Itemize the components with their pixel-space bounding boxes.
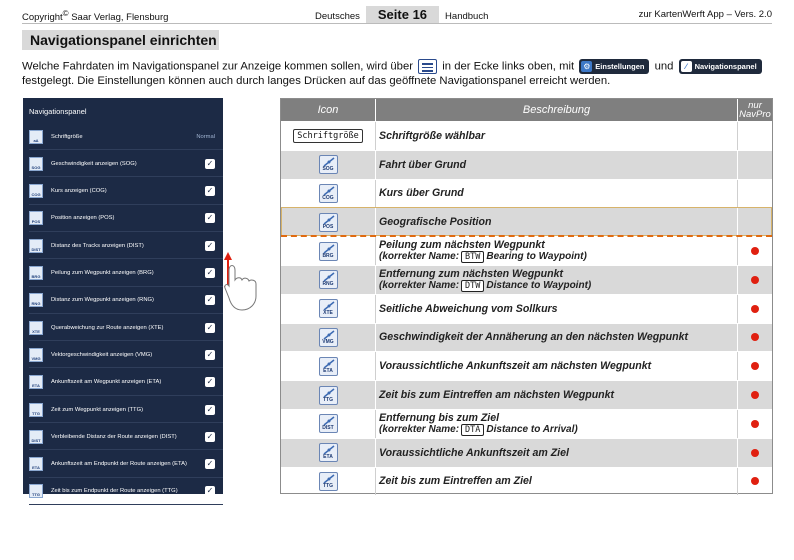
- pro-divider-line: [281, 235, 772, 237]
- nav-data-icon: [319, 328, 338, 347]
- table-icon-cell: [281, 468, 376, 496]
- panel-row-value[interactable]: Normal: [196, 133, 215, 140]
- intro-text-3: und: [654, 60, 674, 73]
- panel-row-icon: XTE: [29, 321, 43, 335]
- panel-row-icon: DIST: [29, 430, 43, 444]
- panel-row-label: Ankunftszeit am Wegpunkt anzeigen (ETA): [51, 379, 162, 386]
- table-description-cell: [376, 439, 738, 467]
- correct-name-prefix: (korrekter Name:: [379, 251, 460, 263]
- panel-row-label: Querabweichung zur Route anzeigen (XTE): [51, 324, 164, 331]
- table-navpro-cell: [738, 151, 772, 179]
- header-navpro: [738, 99, 772, 121]
- table-navpro-cell: [738, 439, 772, 467]
- panel-row[interactable]: [23, 341, 223, 368]
- drag-hand-icon: [220, 250, 266, 312]
- panel-row-icon: ETA: [29, 375, 43, 389]
- table-description-cell: [376, 151, 738, 179]
- gear-icon: ⚙: [583, 62, 591, 71]
- table-row: [281, 380, 772, 409]
- panel-row-checkbox[interactable]: ✓: [206, 158, 214, 168]
- panel-row-label: Position anzeigen (POS): [51, 215, 115, 222]
- description-text: Zeit bis zum Eintreffen am nächsten Wegpunkt: [379, 389, 615, 402]
- table-navpro-cell: [738, 468, 772, 496]
- pencil-icon: ∕: [681, 61, 692, 72]
- nav-data-icon-label: TTG: [323, 482, 333, 489]
- table-navpro-cell: [738, 352, 772, 380]
- version-info: zur KartenWerft App – Vers. 2.0: [638, 9, 772, 20]
- navigation-panel-screenshot: [23, 98, 223, 498]
- navpro-indicator-dot: [751, 247, 759, 255]
- description-text: Zeit bis zum Eintreffen am Ziel: [379, 475, 532, 488]
- panel-row-icon: TTG: [29, 484, 43, 498]
- hamburger-menu-icon: [418, 59, 437, 74]
- panel-row-icon: aA: [29, 130, 43, 144]
- panel-row[interactable]: [23, 205, 223, 232]
- panel-row-checkbox[interactable]: ✓: [206, 186, 214, 196]
- table-icon-cell: [281, 439, 376, 467]
- table-description-cell: [376, 180, 738, 208]
- panel-row-checkbox[interactable]: ✓: [206, 295, 214, 305]
- panel-row-divider: [29, 504, 223, 505]
- settings-chip: [579, 59, 649, 74]
- panel-row-label: Peilung zum Wegpunkt anzeigen (BRG): [51, 270, 154, 276]
- publisher: Saar Verlag, Flensburg: [71, 12, 169, 24]
- panel-title: Navigationspanel: [29, 107, 87, 116]
- panel-row[interactable]: [23, 232, 223, 259]
- header-navpro-1: nur: [748, 100, 762, 111]
- panel-row-checkbox[interactable]: ✓: [206, 349, 214, 359]
- table-row: [281, 294, 772, 323]
- panel-row-icon: VMG: [29, 348, 43, 362]
- table-row: [281, 438, 772, 467]
- navpro-indicator-dot: [751, 449, 759, 457]
- panel-row[interactable]: [23, 123, 223, 150]
- description-text: Fahrt über Grund: [379, 158, 467, 171]
- nav-data-icon-label: RNG: [322, 281, 334, 288]
- table-icon-cell: [281, 381, 376, 409]
- icon-table: [280, 98, 773, 494]
- panel-row-checkbox[interactable]: ✓: [206, 213, 214, 223]
- nav-data-icon: [319, 270, 338, 289]
- nav-data-icon: [319, 386, 338, 405]
- nav-data-icon-label: ETA: [323, 367, 333, 374]
- intro-text-1: Welche Fahrdaten im Navigationspanel zur Anzeige kommen sollen, wird über: [22, 60, 413, 73]
- table-description-cell: [376, 324, 738, 352]
- correct-name-prefix: (korrekter Name:: [379, 279, 460, 291]
- panel-row-label: Schriftgröße: [51, 133, 83, 140]
- description-text: Voraussichtliche Ankunftszeit am nächsten Wegpunkt: [379, 360, 652, 373]
- copyright-label: Copyright: [22, 12, 63, 24]
- nav-data-icon: [319, 357, 338, 376]
- nav-data-icon: [319, 213, 338, 232]
- table-icon-cell: [281, 122, 376, 150]
- panel-row[interactable]: [23, 178, 223, 205]
- header-icon: Icon: [281, 99, 376, 121]
- page-header: [22, 6, 772, 22]
- table-row: [281, 121, 772, 150]
- navpro-indicator-dot: [751, 477, 759, 485]
- description-text: Entfernung bis zum Ziel: [379, 411, 500, 424]
- table-header: [281, 99, 772, 121]
- nav-data-icon-label: SOG: [322, 166, 334, 173]
- intro-text-4: festgelegt. Die Einstellungen können auch durch langes Drücken auf das geöffnete Navigationspanel erreicht werden.: [22, 75, 611, 88]
- table-navpro-cell: [738, 266, 772, 294]
- table-navpro-cell: [738, 208, 772, 236]
- panel-row-icon: POS: [29, 211, 43, 225]
- panel-row-label: Kurs anzeigen (COG): [51, 188, 107, 195]
- panel-row[interactable]: [23, 287, 223, 314]
- panel-row-icon: DIST: [29, 239, 43, 253]
- nav-data-icon-label: COG: [322, 194, 334, 201]
- intro-text-2: in der Ecke links oben, mit: [442, 60, 575, 73]
- correct-name-suffix: Bearing to Waypoint): [486, 251, 587, 263]
- description-text: Geografische Position: [379, 216, 492, 229]
- table-row: [281, 236, 772, 265]
- table-description-cell: [376, 122, 738, 150]
- nav-data-icon: [319, 299, 338, 318]
- copyright-symbol: ©: [62, 9, 69, 18]
- table-navpro-cell: [738, 180, 772, 208]
- table-row: [281, 207, 772, 236]
- nav-data-icon: [319, 155, 338, 174]
- table-description-cell: [376, 208, 738, 236]
- panel-row-label: Geschwindigkeit anzeigen (SOG): [51, 160, 137, 167]
- font-size-button: Schriftgröße: [293, 129, 362, 143]
- description-text: Seitliche Abweichung vom Sollkurs: [379, 302, 558, 315]
- description-text: Geschwindigkeit der Annäherung an den nächsten Wegpunkt: [379, 331, 689, 344]
- table-description-cell: [376, 266, 738, 294]
- panel-row-label: Zeit zum Wegpunkt anzeigen (TTG): [51, 406, 144, 413]
- panel-row-checkbox[interactable]: ✓: [206, 459, 214, 469]
- panel-row-checkbox[interactable]: ✓: [206, 268, 214, 277]
- table-icon-cell: [281, 352, 376, 380]
- table-description-cell: [376, 295, 738, 323]
- panel-row[interactable]: [23, 396, 223, 423]
- nav-data-icon-label: ETA: [323, 454, 333, 461]
- panel-row-checkbox[interactable]: ✓: [206, 431, 214, 441]
- table-navpro-cell: [738, 410, 772, 438]
- description-text: Entfernung zum nächsten Wegpunkt: [379, 267, 564, 280]
- navpro-indicator-dot: [751, 333, 759, 341]
- table-description-cell: [376, 410, 738, 438]
- navpro-indicator-dot: [751, 276, 759, 284]
- correct-name-suffix: Distance to Waypoint): [486, 279, 592, 291]
- correct-name-line: [379, 251, 737, 263]
- copyright: [22, 9, 168, 23]
- table-icon-cell: [281, 237, 376, 265]
- table-description-cell: [376, 237, 738, 265]
- nav-data-icon-label: VMG: [322, 338, 334, 345]
- header-navpro-2: NavPro: [739, 109, 771, 120]
- nav-data-icon: [319, 184, 338, 203]
- nav-data-icon: [319, 414, 338, 433]
- table-row: [281, 265, 772, 294]
- table-icon-cell: [281, 208, 376, 236]
- correct-name-suffix: Distance to Arrival): [486, 423, 578, 435]
- panel-row-label: Distanz des Tracks anzeigen (DIST): [51, 242, 144, 249]
- table-description-cell: [376, 381, 738, 409]
- panel-row-icon: BRG: [29, 266, 43, 280]
- panel-row-icon: TTG: [29, 403, 43, 417]
- nav-data-icon: [319, 242, 338, 261]
- panel-row-label: Verbleibende Distanz der Route anzeigen (DIST): [51, 433, 177, 440]
- table-icon-cell: [281, 410, 376, 438]
- navpanel-chip-label: Navigationspanel: [694, 62, 757, 71]
- panel-row-icon: ETA: [29, 457, 43, 471]
- nav-data-icon-label: XTE: [323, 310, 333, 317]
- correct-name-prefix: (korrekter Name:: [379, 423, 460, 435]
- table-icon-cell: [281, 324, 376, 352]
- table-icon-cell: [281, 180, 376, 208]
- panel-row[interactable]: [23, 423, 223, 450]
- navpro-indicator-dot: [751, 420, 759, 428]
- navpanel-chip: [679, 59, 762, 74]
- nav-data-icon-label: BRG: [322, 252, 334, 259]
- nav-data-icon-label: POS: [322, 223, 334, 230]
- navpro-indicator-dot: [751, 362, 759, 370]
- correct-name-line: [379, 424, 737, 436]
- section-title: Navigationspanel einrichten: [22, 30, 219, 50]
- panel-row-checkbox[interactable]: ✓: [206, 240, 214, 250]
- table-description-cell: [376, 352, 738, 380]
- panel-row-checkbox[interactable]: ✓: [206, 404, 214, 414]
- panel-row-checkbox[interactable]: ✓: [206, 322, 214, 332]
- panel-row[interactable]: [23, 260, 223, 287]
- correct-name-line: [379, 280, 737, 292]
- navpro-indicator-dot: [751, 391, 759, 399]
- page-indicator: [315, 6, 488, 23]
- table-row: [281, 179, 772, 208]
- panel-row-label: Ankunftszeit am Endpunkt der Route anzeigen (ETA): [51, 461, 187, 468]
- correct-name-code: DTA: [461, 424, 484, 436]
- intro-paragraph: [22, 59, 772, 89]
- description-text: Voraussichtliche Ankunftszeit am Ziel: [379, 446, 569, 459]
- nav-data-icon-label: DIST: [322, 425, 334, 432]
- nav-data-icon: [319, 443, 338, 462]
- description-text: Schriftgröße wählbar: [379, 129, 485, 142]
- description-text: Peilung zum nächsten Wegpunkt: [379, 239, 545, 252]
- table-navpro-cell: [738, 381, 772, 409]
- correct-name-code: BTW: [461, 251, 484, 263]
- panel-row-checkbox[interactable]: ✓: [206, 486, 214, 496]
- table-icon-cell: [281, 295, 376, 323]
- table-row: [281, 467, 772, 496]
- table-row: [281, 409, 772, 438]
- panel-row-icon: RNG: [29, 293, 43, 307]
- panel-row[interactable]: [23, 478, 223, 505]
- panel-row-checkbox[interactable]: ✓: [206, 377, 214, 387]
- table-navpro-cell: [738, 237, 772, 265]
- table-row: [281, 150, 772, 179]
- doc-type: Handbuch: [445, 10, 489, 22]
- table-navpro-cell: [738, 324, 772, 352]
- panel-row[interactable]: [23, 314, 223, 341]
- panel-row-label: Zeit bis zum Endpunkt der Route anzeigen (TTG): [51, 488, 178, 495]
- table-icon-cell: [281, 266, 376, 294]
- navpro-indicator-dot: [751, 305, 759, 313]
- table-navpro-cell: [738, 295, 772, 323]
- correct-name-code: DTW: [461, 280, 484, 292]
- page-number: Seite 16: [366, 6, 439, 23]
- header-description: Beschreibung: [376, 99, 738, 121]
- table-row: [281, 323, 772, 352]
- description-text: Kurs über Grund: [379, 187, 464, 200]
- nav-data-icon-label: TTG: [323, 396, 333, 403]
- panel-row[interactable]: [23, 451, 223, 478]
- panel-row[interactable]: [23, 150, 223, 177]
- nav-data-icon: [319, 472, 338, 491]
- panel-row-label: Distanz zum Wegpunkt anzeigen (RNG): [51, 297, 154, 304]
- table-row: [281, 351, 772, 380]
- settings-chip-label: Einstellungen: [595, 62, 645, 71]
- panel-row-icon: COG: [29, 184, 43, 198]
- header-divider: [22, 23, 772, 24]
- panel-row[interactable]: [23, 369, 223, 396]
- language-label: Deutsches: [315, 10, 360, 22]
- table-navpro-cell: [738, 122, 772, 150]
- table-description-cell: [376, 468, 738, 496]
- panel-row-label: Vektorgeschwindigkeit anzeigen (VMG): [51, 351, 153, 358]
- table-icon-cell: [281, 151, 376, 179]
- panel-row-icon: SOG: [29, 157, 43, 171]
